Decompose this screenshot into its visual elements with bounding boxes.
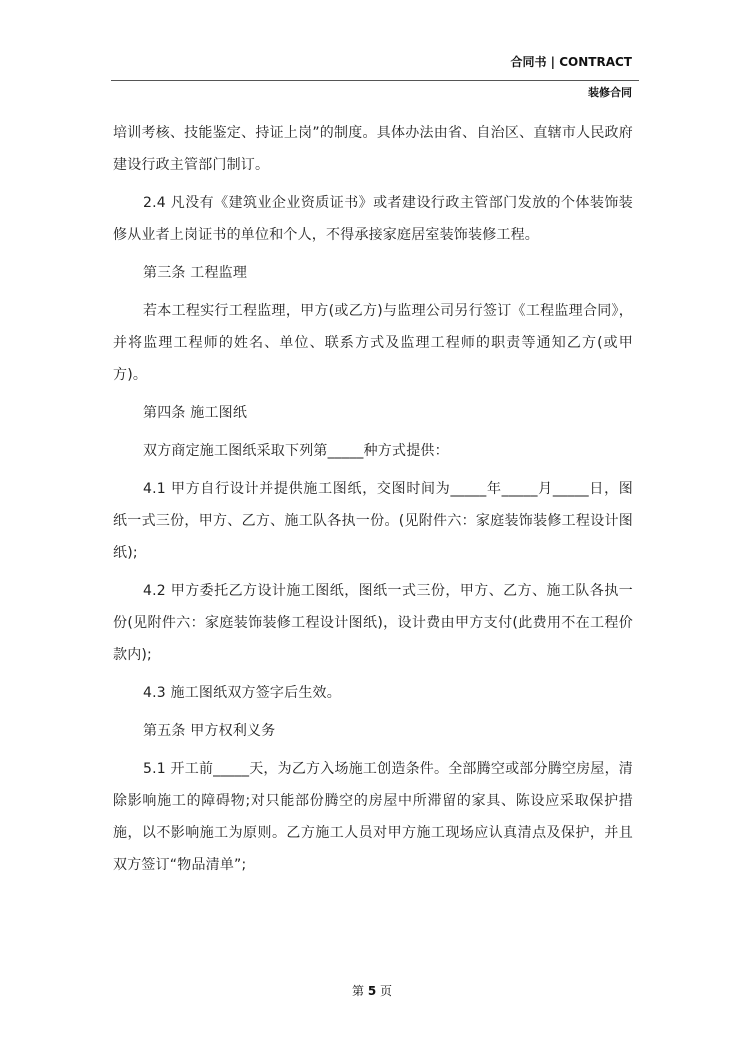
paragraph: 4.2 甲方委托乙方设计施工图纸，图纸一式三份，甲方、乙方、施工队各执一份(见附件六：家庭装饰装修工程设计图纸)，设计费由甲方支付(此费用不在工程价款内);	[113, 583, 633, 663]
page-suffix: 页	[380, 984, 393, 998]
header-divider	[111, 80, 639, 81]
paragraph: 若本工程实行工程监理，甲方(或乙方)与监理公司另行签订《工程监理合同》，并将监理工程师的姓名、单位、联系方式及监理工程师的职责等通知乙方(或甲方)。	[113, 303, 633, 383]
paragraph: 培训考核、技能鉴定、持证上岗”的制度。具体办法由省、自治区、直辖市人民政府建设行政主管部门制订。	[113, 125, 633, 173]
section-heading: 第四条 施工图纸	[143, 405, 248, 421]
paragraph: 4.1 甲方自行设计并提供施工图纸，交图时间为_____年_____月_____日，图纸一式三份，甲方、乙方、施工队各执一份。(见附件六：家庭装饰装修工程设计图纸);	[113, 481, 633, 561]
header-title: 合同书 | CONTRACT	[510, 55, 632, 69]
header-subtitle: 装修合同	[588, 86, 632, 99]
paragraph: 5.1 开工前_____天，为乙方入场施工创造条件。全部腾空或部分腾空房屋，清除影响施工的障碍物;对只能部份腾空的房屋中所滞留的家具、陈设应采取保护措施，以不影响施工为原则。乙方施工人员对甲方施工现场应认真清点及保护，并且双方签订“物品清单”;	[113, 761, 633, 873]
paragraph: 双方商定施工图纸采取下列第_____种方式提供：	[143, 443, 449, 459]
document-body	[113, 117, 633, 887]
page-prefix: 第	[351, 984, 364, 998]
section-heading: 第五条 甲方权利义务	[143, 723, 276, 739]
paragraph: 2.4 凡没有《建筑业企业资质证书》或者建设行政主管部门发放的个体装饰装修从业者上岗证书的单位和个人，不得承接家庭居室装饰装修工程。	[113, 195, 633, 243]
page-footer	[0, 982, 744, 999]
page-number: 5	[367, 984, 377, 998]
paragraph: 4.3 施工图纸双方签字后生效。	[143, 685, 341, 701]
section-heading: 第三条 工程监理	[143, 265, 248, 281]
